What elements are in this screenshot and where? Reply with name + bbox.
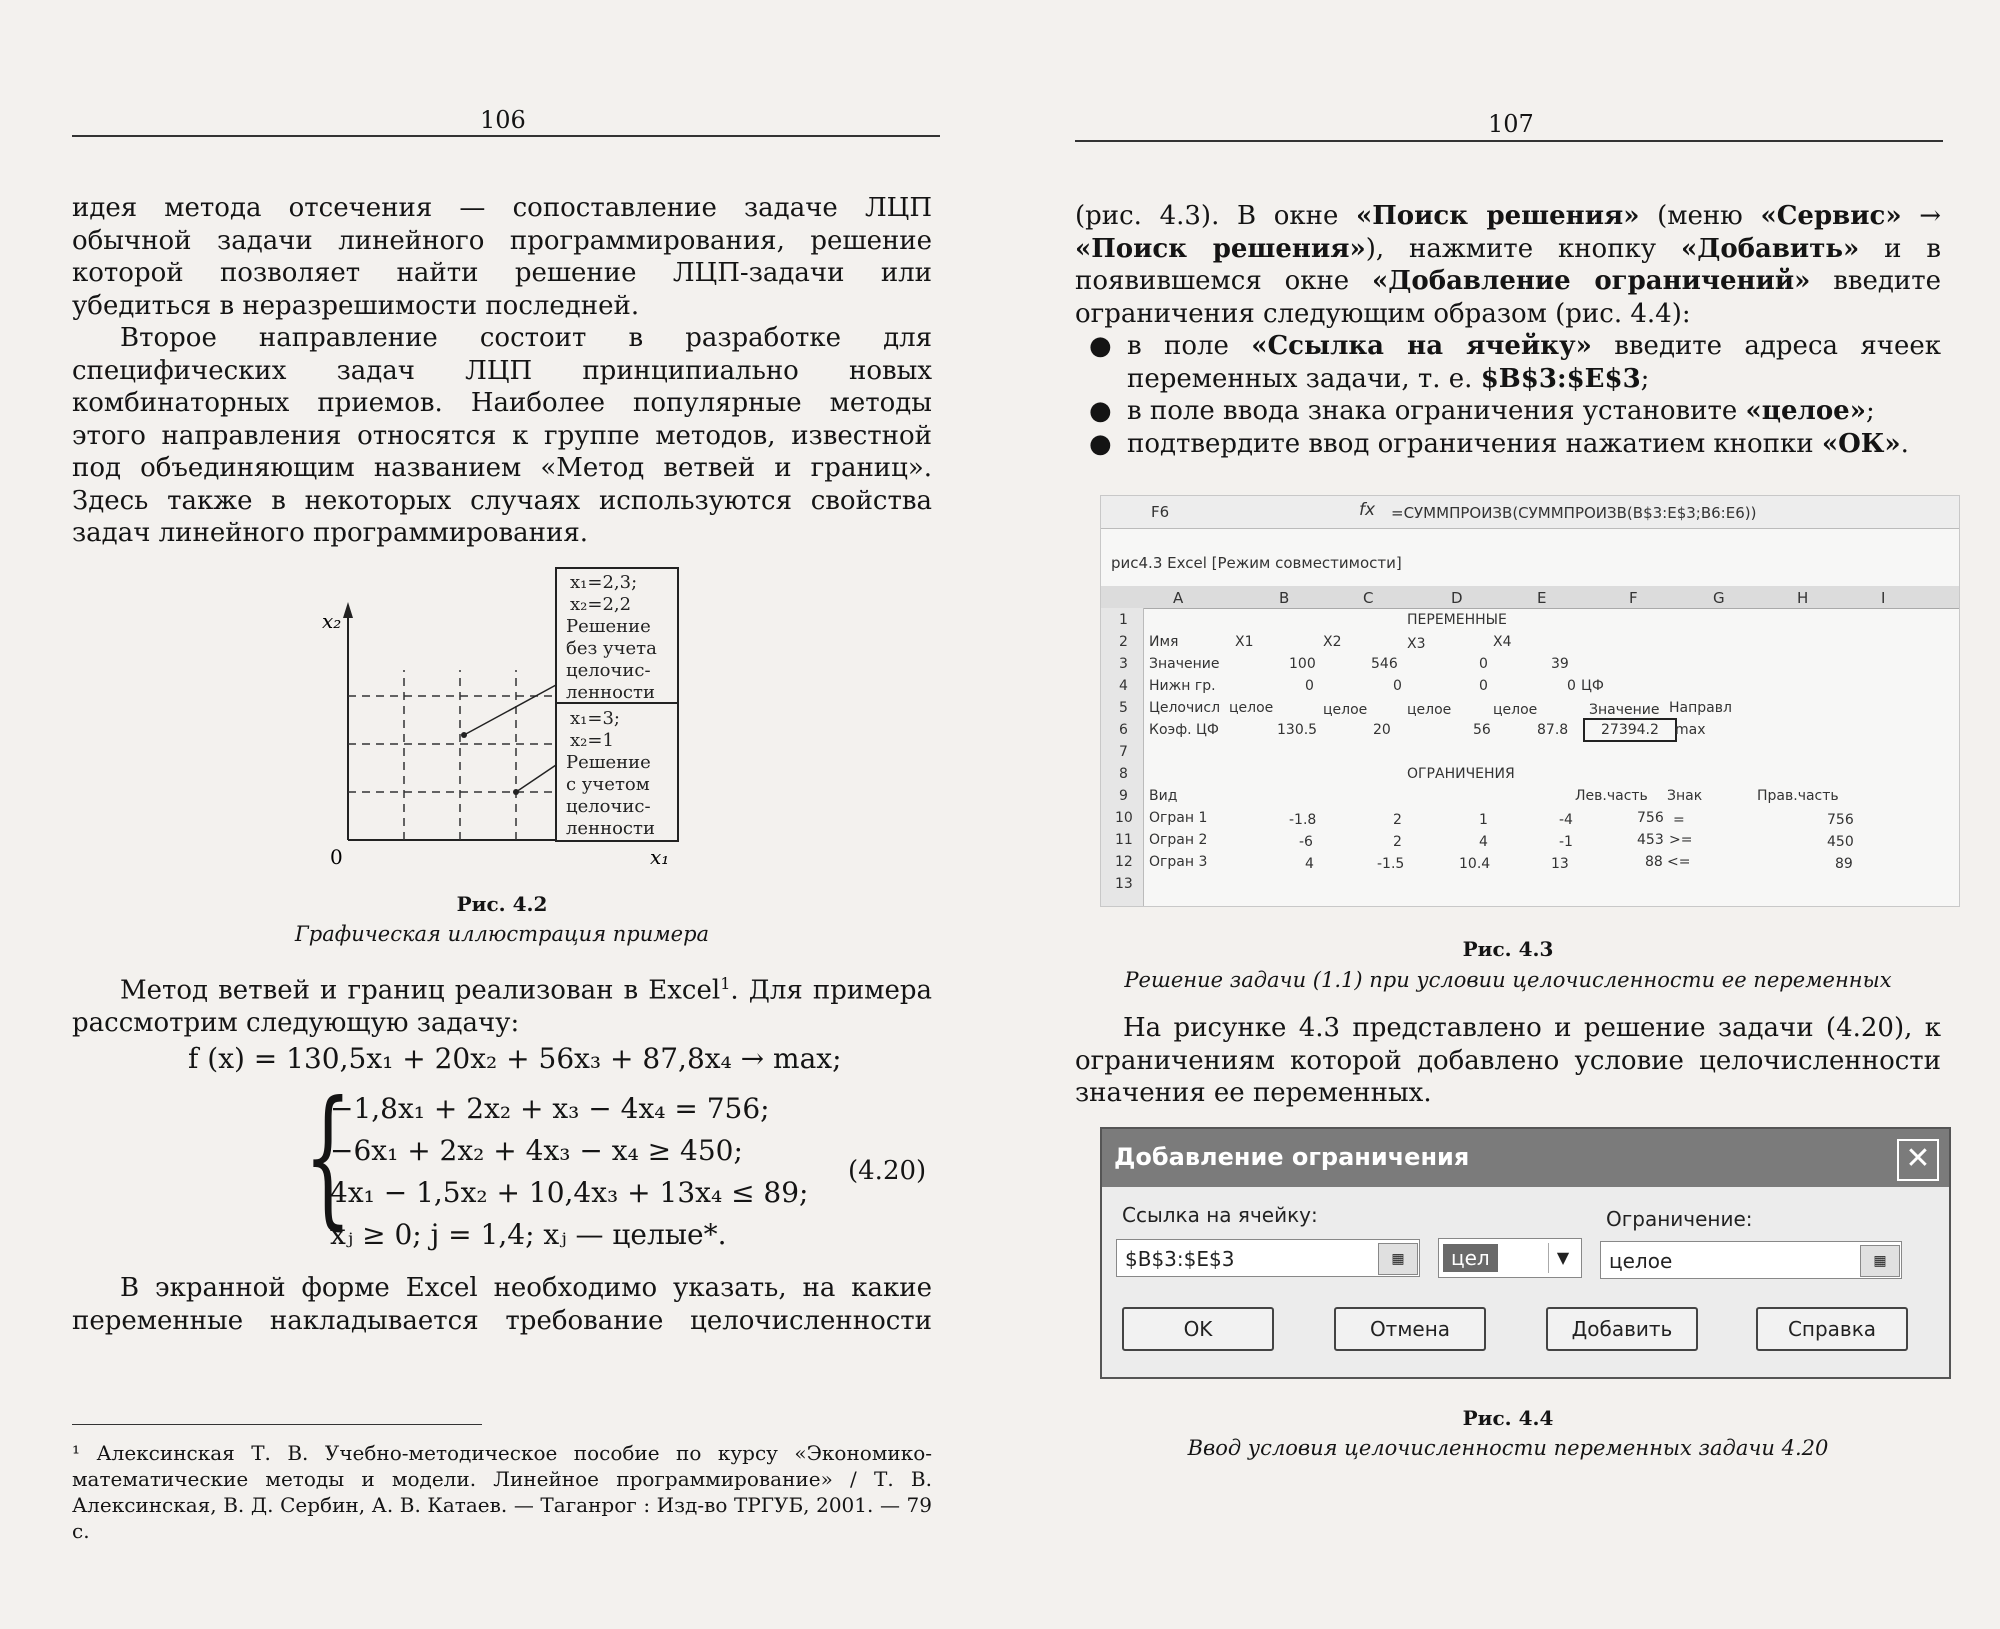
box2-line: x₁=3; <box>570 708 620 729</box>
objective-function: f (x) = 130,5x₁ + 20x₂ + 56x₃ + 87,8x₄ → max; <box>188 1042 842 1075</box>
cell[interactable]: 0 <box>1479 678 1488 694</box>
footnote-ref: 1 <box>720 974 731 993</box>
cell[interactable]: 100 <box>1289 656 1316 672</box>
cell-reference-label: Ссылка на ячейку: <box>1122 1203 1318 1227</box>
cell[interactable]: 87.8 <box>1537 722 1569 738</box>
box2-line: целочис- <box>566 796 651 817</box>
cell[interactable]: целое <box>1407 702 1452 718</box>
text: «Добавление ограничений» <box>1372 266 1811 296</box>
cell[interactable]: -6 <box>1299 834 1313 850</box>
paragraph-text: Второе направление состоит в разработке для специфических задач ЛЦП принципиально новых комбинаторных приемов. Наиболее популярные методы этого направления относятся к группе методов, известной под объединяющим названием «Метод ветвей и границ». Здесь также в некоторых случаях используются свойства задач линейного программирования. <box>72 323 932 548</box>
paragraph-2 <box>1075 1012 1941 1110</box>
cell[interactable]: 56 <box>1473 722 1491 738</box>
text: (рис. 4.3). В окне <box>1075 201 1356 231</box>
y-axis-arrow <box>343 602 353 618</box>
callout-line-2 <box>516 765 556 792</box>
cell[interactable]: Нижн гр. <box>1149 678 1216 694</box>
cell[interactable]: 2 <box>1393 834 1402 850</box>
close-icon[interactable]: ✕ <box>1897 1139 1939 1181</box>
cell[interactable]: Целочисл <box>1149 700 1221 716</box>
cell[interactable]: max <box>1675 722 1706 738</box>
cell[interactable]: 756 <box>1827 812 1854 828</box>
row-number[interactable]: 2 <box>1119 634 1128 650</box>
cell[interactable]: 756 <box>1637 810 1664 826</box>
cell[interactable]: -1.8 <box>1289 812 1317 828</box>
text: ; <box>1640 363 1650 394</box>
cell[interactable]: Коэф. ЦФ <box>1149 722 1219 738</box>
figure-4-3-title: Рис. 4.3 <box>1462 937 1554 961</box>
formula-bar <box>1101 496 1959 529</box>
text: «Поиск решения» <box>1075 233 1366 264</box>
cell[interactable]: целое <box>1323 702 1368 718</box>
constraint-4: xⱼ ≥ 0; j = 1,4; xⱼ — целые*. <box>330 1218 727 1251</box>
column-header[interactable]: F <box>1629 589 1638 607</box>
cell[interactable]: Прав.часть <box>1757 788 1839 804</box>
text: ; <box>1865 396 1875 426</box>
cell[interactable]: Вид <box>1149 788 1178 804</box>
row-number[interactable]: 10 <box>1115 810 1133 826</box>
text: . Для примера рассмотрим следующую задачу: <box>72 975 932 1039</box>
text: «Сервис» <box>1760 201 1902 231</box>
cell[interactable]: Огран 2 <box>1149 832 1208 848</box>
cell[interactable]: 88 <box>1645 854 1663 870</box>
footnote: ¹ Алексинская Т. В. Учебно-методическое пособие по курсу «Экономико-математические методы и модели. Линейное программирование» / Т. В. Алексинская, В. Д. Сербин, А. В. Катаев. — Таганрог : Изд-во ТРГУБ, 2001. — 79 с. <box>72 1441 932 1543</box>
cell[interactable]: 2 <box>1393 812 1402 828</box>
right-page <box>1000 0 2000 1629</box>
row-number[interactable]: 6 <box>1119 722 1128 738</box>
column-header[interactable]: C <box>1363 589 1374 607</box>
constraint-1: −1,8x₁ + 2x₂ + x₃ − 4x₄ = 756; <box>330 1092 770 1125</box>
cell[interactable]: 130.5 <box>1277 722 1318 738</box>
bullet-item <box>1075 395 1941 428</box>
box1-line: Решение <box>566 616 651 637</box>
text: и в появившемся окне <box>1075 233 1941 296</box>
cell[interactable]: -1 <box>1559 834 1573 850</box>
constraint-label: Ограничение: <box>1606 1207 1753 1231</box>
cell[interactable]: <= <box>1667 854 1691 870</box>
cell[interactable]: 13 <box>1551 856 1569 872</box>
cell[interactable]: Значение <box>1149 656 1220 672</box>
operator-select[interactable] <box>1438 1238 1582 1278</box>
text: (меню <box>1639 201 1761 231</box>
cell-reference-input[interactable]: $B$3:$E$3 <box>1116 1239 1420 1277</box>
cell[interactable]: -1.5 <box>1377 856 1405 872</box>
callout-line-1 <box>464 685 556 735</box>
text: «Поиск решения» <box>1356 201 1640 231</box>
cell[interactable]: Значение <box>1589 702 1660 718</box>
column-header[interactable]: A <box>1173 589 1184 607</box>
figure-4-2-title: Рис. 4.2 <box>456 892 548 916</box>
text: «Ссылка на ячейку» <box>1251 331 1592 361</box>
page-number: 106 <box>480 106 526 134</box>
row-number[interactable]: 12 <box>1115 854 1133 870</box>
row-number[interactable]: 3 <box>1119 656 1128 672</box>
cell[interactable]: ЦФ <box>1581 678 1604 694</box>
header-rule <box>1075 140 1943 142</box>
cell[interactable]: 27394.2 <box>1601 722 1659 738</box>
row-number[interactable]: 1 <box>1119 612 1128 628</box>
paragraph-text: На рисунке 4.3 представлено и решение задачи (4.20), к ограничениям которой добавлено условие целочисленности значения ее переменных. <box>1075 1013 1941 1108</box>
system-brace: { <box>304 1070 352 1244</box>
cell[interactable]: >= <box>1669 832 1693 848</box>
figure-4-4-subtitle: Ввод условия целочисленности переменных задачи 4.20 <box>1187 1436 1829 1460</box>
cell[interactable]: X1 <box>1235 634 1254 650</box>
bullet-list <box>1075 330 1941 460</box>
paragraph-text <box>1075 200 1941 330</box>
bullet-item <box>1075 330 1941 395</box>
header-rule <box>72 135 940 137</box>
text: подтвердите ввод ограничения нажатием кнопки <box>1127 428 1822 459</box>
cell[interactable]: 450 <box>1827 834 1854 850</box>
cell[interactable]: = <box>1673 812 1685 828</box>
text: «ОК» <box>1821 428 1901 459</box>
column-header[interactable]: E <box>1537 589 1547 607</box>
figure-4-3-subtitle: Решение задачи (1.1) при условии целочисленности ее переменных <box>1124 968 1892 992</box>
cell[interactable]: Лев.часть <box>1575 788 1648 804</box>
row-number[interactable]: 4 <box>1119 678 1128 694</box>
cell[interactable]: X4 <box>1493 634 1512 650</box>
cell[interactable]: Огран 1 <box>1149 810 1208 826</box>
help-button[interactable]: Справка <box>1756 1307 1908 1351</box>
cell[interactable]: ОГРАНИЧЕНИЯ <box>1407 766 1515 782</box>
text: «Добавить» <box>1680 233 1860 264</box>
cell[interactable]: X3 <box>1407 636 1426 652</box>
paragraph-2 <box>72 322 932 550</box>
cell[interactable]: 453 <box>1637 832 1664 848</box>
column-header[interactable]: H <box>1797 589 1809 607</box>
text: Метод ветвей и границ реализован в Excel <box>120 975 721 1006</box>
text: введите адреса ячеек переменных задачи, т. е. <box>1127 331 1941 394</box>
figure-4-2 <box>300 560 700 870</box>
row-number[interactable]: 13 <box>1115 876 1133 892</box>
figure-4-4-title: Рис. 4.4 <box>1462 1406 1554 1430</box>
cell[interactable]: 0 <box>1567 678 1576 694</box>
column-header[interactable]: D <box>1451 589 1463 607</box>
text: «целое» <box>1745 396 1866 426</box>
y-axis-label: x₂ <box>322 609 342 633</box>
box1-line: x₁=2,3; <box>570 572 638 593</box>
cell[interactable]: целое <box>1493 702 1538 718</box>
page-number: 107 <box>1488 110 1534 138</box>
box1-line: x₂=2,2 <box>570 594 632 615</box>
bullet-icon: ● <box>1089 428 1112 459</box>
cell[interactable]: Направл <box>1669 700 1732 716</box>
row-number[interactable]: 5 <box>1119 700 1128 716</box>
dialog-title: Добавление ограничения <box>1114 1143 1470 1171</box>
cancel-button[interactable]: Отмена <box>1334 1307 1486 1351</box>
box1-line: ленности <box>566 682 655 703</box>
column-header[interactable]: I <box>1881 589 1886 607</box>
cell[interactable]: X2 <box>1323 634 1342 650</box>
paragraph-text: идея метода отсечения — сопоставление задаче ЛЦП обычной задачи линейного программирования, решение которой позволяет найти решение ЛЦП-задачи или убедиться в неразрешимости последней. <box>72 193 932 321</box>
cell[interactable]: 4 <box>1479 834 1488 850</box>
cell[interactable]: 0 <box>1479 656 1488 672</box>
paragraph-4 <box>72 1272 932 1337</box>
box2-line: x₂=1 <box>570 730 614 751</box>
add-button[interactable]: Добавить <box>1546 1307 1698 1351</box>
formula-input[interactable]: =СУММПРОИЗВ(СУММПРОИЗВ(B$3:E$3;B6:E6)) <box>1391 504 1757 522</box>
grid <box>348 670 560 840</box>
operator-selected-value: цел <box>1443 1244 1498 1272</box>
constraint-3: 4x₁ − 1,5x₂ + 10,4x₃ + 13x₄ ≤ 89; <box>330 1176 809 1209</box>
cell[interactable]: Знак <box>1667 788 1703 804</box>
chevron-down-icon[interactable]: ▼ <box>1548 1243 1577 1273</box>
text: в поле <box>1127 331 1252 361</box>
cell[interactable]: Огран 3 <box>1149 854 1208 870</box>
row-number[interactable]: 11 <box>1115 832 1133 848</box>
cell[interactable]: 20 <box>1373 722 1391 738</box>
row-number[interactable]: 7 <box>1119 744 1128 760</box>
cell[interactable]: -4 <box>1559 812 1573 828</box>
cell[interactable]: 89 <box>1835 856 1853 872</box>
ok-button[interactable]: OK <box>1122 1307 1274 1351</box>
column-header[interactable]: G <box>1713 589 1725 607</box>
constraint-2: −6x₁ + 2x₂ + 4x₃ − x₄ ≥ 450; <box>330 1134 743 1167</box>
x-axis-label: x₁ <box>650 845 670 869</box>
workbook-title: рис4.3 Excel [Режим совместимости] <box>1111 554 1402 572</box>
text: $B$3:$E$3 <box>1480 363 1641 394</box>
fx-icon[interactable]: fx <box>1359 500 1376 520</box>
text: ), нажмите кнопку <box>1365 233 1681 264</box>
cell[interactable]: 4 <box>1305 856 1314 872</box>
range-picker-icon[interactable]: ▦ <box>1860 1245 1900 1277</box>
box2-line: Решение <box>566 752 651 773</box>
paragraph-1 <box>1075 200 1941 460</box>
footnote-rule <box>72 1424 482 1425</box>
row-number[interactable]: 9 <box>1119 788 1128 804</box>
add-constraint-dialog <box>1100 1127 1951 1379</box>
cell[interactable]: 39 <box>1551 656 1569 672</box>
bullet-icon: ● <box>1089 331 1112 361</box>
cell[interactable]: ПЕРЕМЕННЫЕ <box>1407 612 1507 628</box>
paragraph-text: В экранной форме Excel необходимо указать, на какие переменные накладывается требование целочисленности <box>72 1273 932 1336</box>
bullet-icon: ● <box>1089 396 1112 426</box>
paragraph-3 <box>72 968 932 1040</box>
constraint-input[interactable]: целое <box>1600 1241 1902 1279</box>
cell[interactable]: Имя <box>1149 634 1179 650</box>
box1-line: целочис- <box>566 660 651 681</box>
text: → <box>1901 201 1942 231</box>
paragraph-text <box>72 968 932 1040</box>
box2-line: ленности <box>566 818 655 839</box>
cell[interactable]: 10.4 <box>1459 856 1491 872</box>
figure-4-2-subtitle: Графическая иллюстрация примера <box>294 922 710 946</box>
text: . <box>1900 428 1909 459</box>
origin-label: 0 <box>330 845 343 869</box>
cell[interactable]: 0 <box>1305 678 1314 694</box>
equation-number: (4.20) <box>848 1156 927 1186</box>
column-header[interactable]: B <box>1279 589 1290 607</box>
cell[interactable]: 1 <box>1479 812 1488 828</box>
paragraph-1 <box>72 192 932 322</box>
box2-line: с учетом <box>566 774 650 795</box>
bullet-item <box>1075 428 1941 461</box>
row-number[interactable]: 8 <box>1119 766 1128 782</box>
box1-line: без учета <box>566 638 657 659</box>
range-picker-icon[interactable]: ▦ <box>1378 1243 1418 1275</box>
text: введите ограничения следующим образом (рис. 4.4): <box>1075 266 1941 329</box>
cell[interactable]: целое <box>1229 700 1274 716</box>
excel-screenshot <box>1100 495 1960 907</box>
text: в поле ввода знака ограничения установите <box>1127 396 1746 426</box>
name-box[interactable]: F6 <box>1151 503 1170 521</box>
cell[interactable]: 546 <box>1371 656 1398 672</box>
column-header-bar <box>1101 586 1959 609</box>
cell[interactable]: 0 <box>1393 678 1402 694</box>
